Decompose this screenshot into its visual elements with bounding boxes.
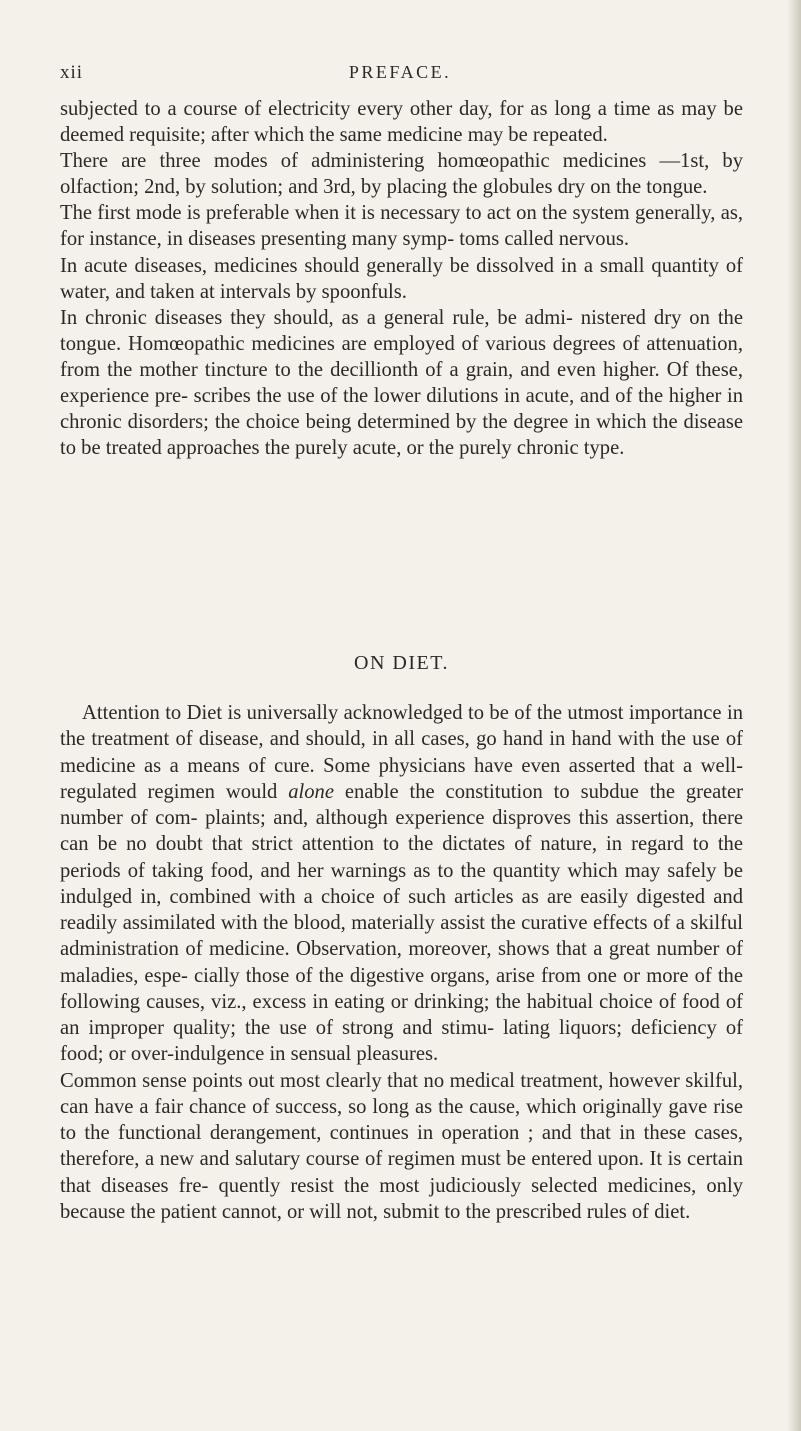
paragraph: Common sense points out most clearly that no medical treatment, however skilful, can have a fair chance of success, so long as the cause, which originally gave rise to the functional derangement, continues in operation ; and that in these cases, therefore, a new and salutary course of regimen must be entered upon. It is certain that diseases fre- quently resist the most judiciously selected medicines, only because the patient cannot, or will not, submit to the prescribed rules of diet. xyxy=(60,1069,743,1223)
text-run: enable the constitution to subdue the greater number of com- plaints; and, although experience disproves this assertion, there can be no doubt that strict attention to the dictates of nature, in regard to the periods of taking food, and her warnings as to the quantity which may safely be indulged in, combined with a choice of such articles as are easily digested and readily assimilated with the blood, materially assist the curative effects of a skilful administration of medicine. Observation, moreover, shows that a great number of maladies, espe- cially those of the digestive organs, arise from one or more of the following causes, viz., excess in eating or drinking; the habitual choice of food of an improper quality; the use of strong and stimu- lating liquors; deficiency of food; or over-indulgence in sensual pleasures. xyxy=(60,780,744,1066)
paragraph: There are three modes of administering homœopathic medicines —1st, by olfaction; 2nd, by solution; and 3rd, by placing the globules dry on the tongue. xyxy=(60,150,743,199)
preface-body xyxy=(60,96,743,461)
running-head: PREFACE. xyxy=(348,62,452,82)
section-title: ON DIET. xyxy=(354,652,449,674)
paragraph: In chronic diseases they should, as a general rule, be admi- nistered dry on the tongue. Homœopathic medicines are employed of various degrees of attenuation, from the mother tincture to the decillionth of a grain, and even higher. Of these, experience pre- scribes the use of the lower dilutions in acute, and of the higher in chronic disorders; the choice being determined by the degree in which the disease to be treated approaches the purely acute, or the purely chronic type. xyxy=(60,306,743,460)
page-header xyxy=(60,62,740,92)
page-number: xii xyxy=(60,62,84,83)
text-run: Attention to Diet is universally acknowledged to be of the utmost importance in the treatment of disease, and should, in all cases, go hand in hand with the use of medicine as a means of cure. Some physicians have even asserted that a well-regulated regimen would xyxy=(60,702,743,803)
paragraph xyxy=(60,700,743,1068)
emphasis: alone xyxy=(288,780,334,803)
paragraph: subjected to a course of electricity every other day, for as long a time as may be deemed requisite; after which the same medicine may be repeated. xyxy=(60,98,743,147)
page-edge-shadow xyxy=(787,0,801,1431)
diet-body xyxy=(60,700,743,1225)
paragraph: In acute diseases, medicines should generally be dissolved in a small quantity of water, and taken at intervals by spoonfuls. xyxy=(60,254,743,303)
paragraph: The first mode is preferable when it is necessary to act on the system generally, as, for instance, in diseases presenting many symp- toms called nervous. xyxy=(60,202,743,251)
